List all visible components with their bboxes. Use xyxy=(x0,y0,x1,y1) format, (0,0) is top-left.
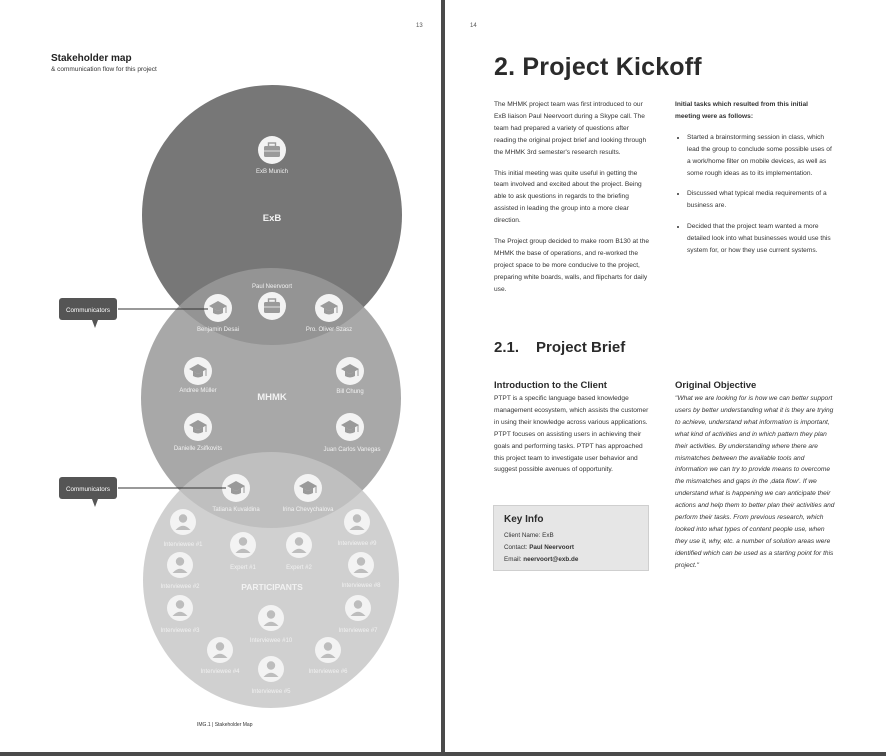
interviewee-10-label: Interviewee #10 xyxy=(249,638,293,644)
person-icon xyxy=(167,595,193,621)
interviewee-5-label: Interviewee #5 xyxy=(251,689,291,695)
email-address: neervoort@exb.de xyxy=(523,556,579,563)
task-item: • Decided that the project team wanted a more detailed look into what businesses would use this system for, or how they use current systems. xyxy=(687,221,835,257)
communicators-label-bottom: Communicators xyxy=(65,486,111,493)
left-page xyxy=(0,0,441,752)
person-icon xyxy=(345,595,371,621)
right-page xyxy=(445,0,886,752)
graduation-cap-icon xyxy=(184,357,212,385)
page-number-left: 13 xyxy=(416,23,423,29)
interviewee-6-label: Interviewee #6 xyxy=(308,669,348,675)
page-number-right: 14 xyxy=(470,23,477,29)
chapter-title: 2. Project Kickoff xyxy=(494,53,702,81)
benjamin-label: Benjamin Desai xyxy=(196,327,240,333)
intro-paragraph: The Project group decided to make room B130 at the MHMK the base of operations, and re-worked the project space to be more conducive to the project, preparing white boards, walls, and flipcharts for daily use. xyxy=(494,238,650,293)
juan-label: Juan Carlos Vanegas xyxy=(323,447,381,453)
client-name: Client Name: ExB xyxy=(504,532,554,539)
client-heading: Introduction to the Client xyxy=(494,380,607,391)
person-icon xyxy=(230,532,256,558)
danielle-label: Danielle Zsifkovits xyxy=(173,446,223,452)
graduation-cap-icon xyxy=(222,474,250,502)
client-text: PTPT is a specific language based knowledge management ecosystem, which assists the customer in using their knowledge across various applications. PTPT focuses on assisting users in achieving their goals and performing tasks. PTPT has approached this project team to investigate user behavior and suggest possible avenues of opportunity. xyxy=(494,395,649,474)
oliver-label: Pro. Oliver Szasz xyxy=(305,327,353,333)
person-icon xyxy=(348,552,374,578)
figure-caption: IMG.1 | Stakeholder Map xyxy=(197,722,253,728)
intro-column xyxy=(494,99,652,305)
task-item: • Started a brainstorming session in class, which lead the group to conclude some possible uses of a work/home filter on mobile devices, as well as some rough ideas as to its implementation. xyxy=(687,132,835,180)
key-info-box xyxy=(493,505,649,571)
tasks-heading: Initial tasks which resulted from this initial meeting were as follows: xyxy=(675,101,809,120)
briefcase-icon xyxy=(258,136,286,164)
section-heading xyxy=(494,339,625,356)
section-number: 2.1. xyxy=(494,339,520,356)
person-icon xyxy=(258,605,284,631)
interviewee-3-label: Interviewee #3 xyxy=(160,628,200,634)
contact-line: Contact: Paul Neervoort xyxy=(504,544,574,551)
tasks-column xyxy=(675,99,835,266)
person-icon xyxy=(207,637,233,663)
stakeholder-map xyxy=(0,0,441,752)
intro-paragraph: The MHMK project team was first introduced to our ExB liaison Paul Neervoort during a Skype call. The team had prepared a variety of questions after reading the original project brief and looking through the MHMK 3rd semester's research results. xyxy=(494,101,647,156)
interviewee-9-label: Interviewee #9 xyxy=(337,541,377,547)
paul-label: Paul Neervoort xyxy=(251,284,293,290)
expert-2-label: Expert #2 xyxy=(286,565,312,571)
key-info-title: Key Info xyxy=(504,514,544,525)
person-icon xyxy=(344,509,370,535)
mhmk-label: MHMK xyxy=(257,392,287,403)
person-icon xyxy=(286,532,312,558)
person-icon xyxy=(315,637,341,663)
task-item: • Discussed what typical media requirements of a business are. xyxy=(687,188,835,212)
graduation-cap-icon xyxy=(336,357,364,385)
irina-label: Irina Chevychalova xyxy=(282,507,334,513)
map-title: Stakeholder map xyxy=(51,53,132,64)
bill-label: Bill Chung xyxy=(336,389,364,395)
person-icon xyxy=(170,509,196,535)
map-subtitle: & communication flow for this project xyxy=(51,66,157,73)
exb-munich-label: ExB Munich xyxy=(255,169,289,175)
objective-text: "What we are looking for is how we can better support users by better understanding what it is they are trying to achieve, understand what information is important, what kind of activities and in which pattern they plan their activities. By understanding where there are mismatches between the available tools and information we can try to provide means to overcome the mismatches and gaps in the ‚data flow‘. If we understand what is happening we can anticipate their actions and help them to better plan their activities and perform their tasks. From previous research, which looked into what types of content people use, when they use it, why, etc. a number of solution areas were identified which can be used as a starting point for this project." xyxy=(675,395,835,569)
graduation-cap-icon xyxy=(204,294,232,322)
interviewee-7-label: Interviewee #7 xyxy=(338,628,378,634)
exb-label: ExB xyxy=(262,213,282,224)
section-title: Project Brief xyxy=(536,339,626,356)
tatiana-label: Tatiana Kuvaldina xyxy=(212,507,260,513)
person-icon xyxy=(258,656,284,682)
graduation-cap-icon xyxy=(184,413,212,441)
tasks-list xyxy=(675,132,835,257)
objective-heading: Original Objective xyxy=(675,380,757,391)
email-line: Email: neervoort@exb.de xyxy=(504,556,579,563)
intro-paragraph: This initial meeting was quite useful in getting the team involved and excited about the project. Being able to ask questions in regards to the briefing assisted in leading the group into a more clear direction. xyxy=(494,169,642,225)
interviewee-1-label: Interviewee #1 xyxy=(163,542,203,548)
briefcase-icon xyxy=(258,292,286,320)
expert-1-label: Expert #1 xyxy=(230,565,256,571)
interviewee-2-label: Interviewee #2 xyxy=(160,584,200,590)
interviewee-8-label: Interviewee #8 xyxy=(341,583,381,589)
graduation-cap-icon xyxy=(294,474,322,502)
graduation-cap-icon xyxy=(315,294,343,322)
participants-label: PARTICIPANTS xyxy=(241,582,303,592)
person-icon xyxy=(167,552,193,578)
contact-name: Paul Neervoort xyxy=(529,544,574,551)
communicators-label-top: Communicators xyxy=(65,307,111,314)
interviewee-4-label: Interviewee #4 xyxy=(200,669,240,675)
andree-label: Andree Müller xyxy=(179,388,217,394)
graduation-cap-icon xyxy=(336,413,364,441)
